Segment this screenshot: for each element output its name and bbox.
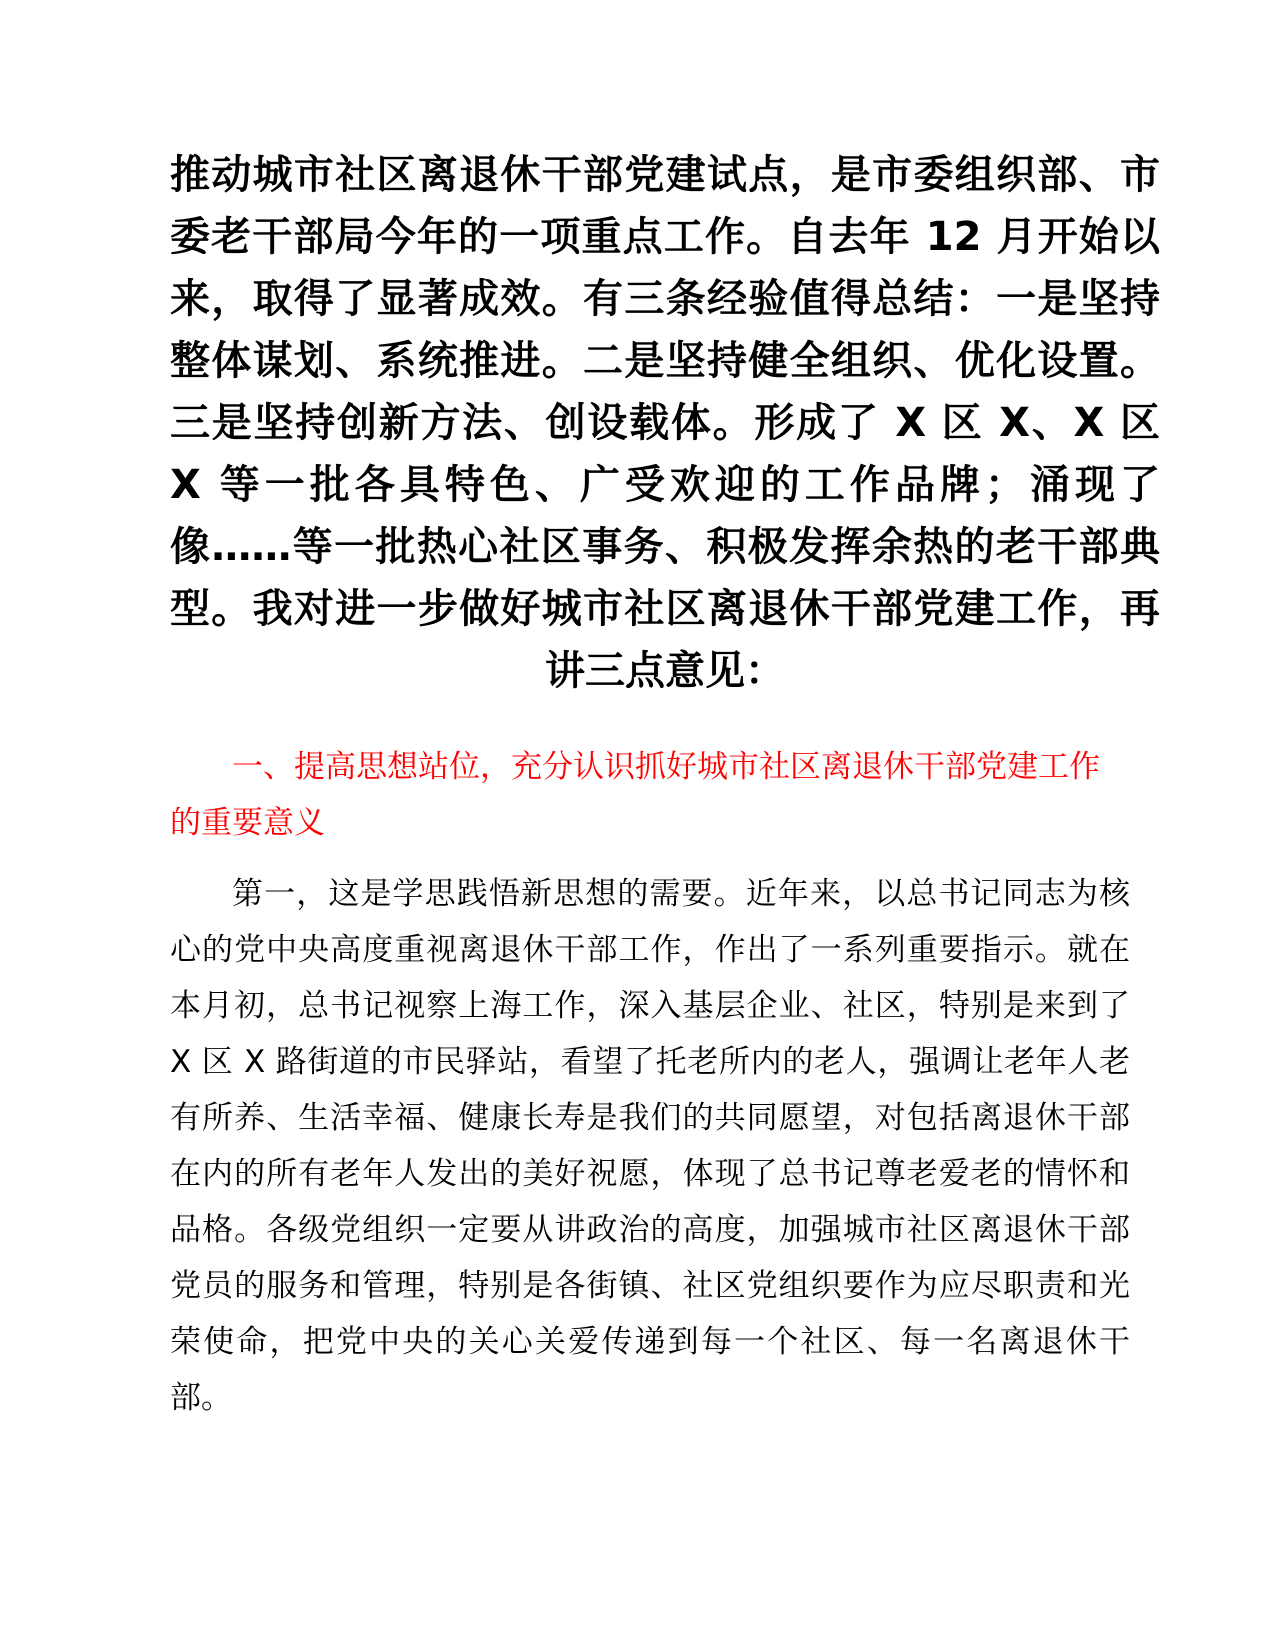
section-heading: 一、提高思想站位，充分认识抓好城市社区离退休干部党建工作的重要意义 [170,749,1100,841]
intro-paragraph: 推动城市社区离退休干部党建试点，是市委组织部、市委老干部局今年的一项重点工作。自去年 12 月开始以来，取得了显著成效。有三条经验值得总结：一是坚持整体谋划、系统推进。二是坚持健全组织、优化设置。三是坚持创新方法、创设载体。形成了 X 区 X、X 区 X 等一批各具特色、广受欢迎的工作品牌；涌现了像……等一批热心社区事务、积极发挥余热的老干部典型。我对进一步做好城市社区离退休干部党建工作，再讲三点意见： [170,152,1160,694]
body-paragraph: 第一，这是学思践悟新思想的需要。近年来，以总书记同志为核心的党中央高度重视离退休干部工作，作出了一系列重要指示。就在本月初，总书记视察上海工作，深入基层企业、社区，特别是来到了 X 区 X 路街道的市民驿站，看望了托老所内的老人，强调让老年人老有所养、生活幸福、健康长寿是我们的共同愿望，对包括离退休干部在内的所有老年人发出的美好祝愿，体现了总书记尊老爱老的情怀和品格。各级党组织一定要从讲政治的高度，加强城市社区离退休干部党员的服务和管理，特别是各街镇、社区党组织要作为应尽职责和光荣使命，把党中央的关心关爱传递到每一个社区、每一名离退休干部。 [170,876,1130,1416]
